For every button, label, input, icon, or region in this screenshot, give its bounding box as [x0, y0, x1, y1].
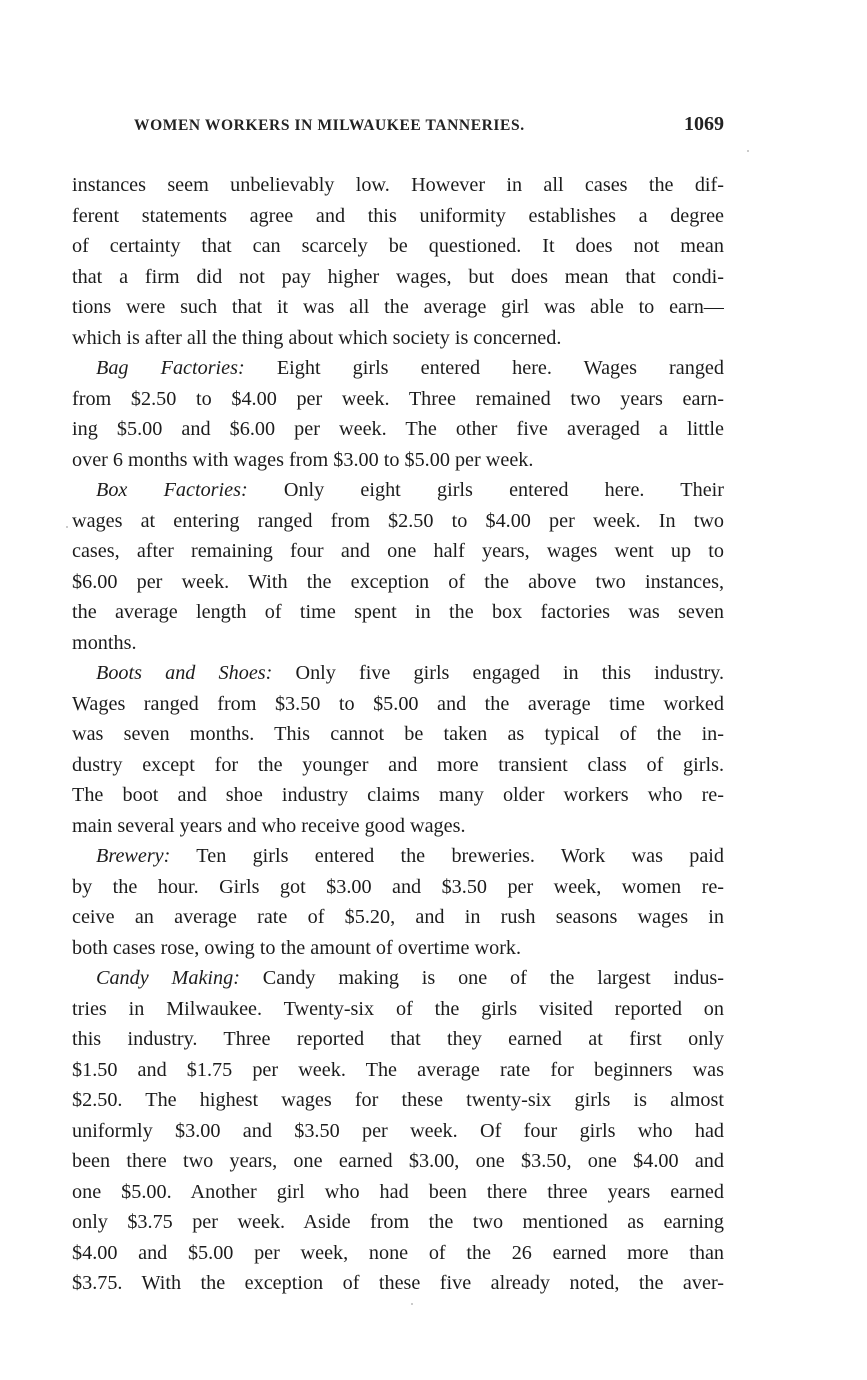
line-text: months.: [72, 631, 137, 654]
line-text: Eight girls entered here. Wages ranged: [244, 357, 724, 379]
section-heading: Box Factories:: [96, 479, 248, 501]
text-line: [72, 201, 724, 232]
line-text: $1.50 and $1.75 per week. The average rate for beginners was: [72, 1058, 724, 1081]
text-line: [72, 750, 724, 781]
text-line: [72, 1055, 724, 1086]
line-text: by the hour. Girls got $3.00 and $3.50 per week, women re-: [72, 875, 724, 898]
text-line: [72, 1116, 724, 1147]
line-text: the average length of time spent in the box factories was seven: [72, 601, 724, 623]
line-text: from $2.50 to $4.00 per week. Three remained two years earn-: [72, 387, 724, 410]
print-speck: [66, 526, 68, 528]
text-line: [72, 506, 724, 537]
text-line: [72, 902, 724, 933]
line-text: tions were such that it was all the average girl was able to earn—: [72, 296, 724, 318]
line-text: $4.00 and $5.00 per week, none of the 26 earned more than: [72, 1241, 724, 1264]
text-line: [72, 292, 724, 323]
text-line: [72, 1207, 724, 1238]
text-line: [72, 994, 724, 1025]
line-text: ferent statements agree and this uniformity establishes a degree: [72, 204, 724, 227]
line-text: instances seem unbelievably low. However in all cases the dif-: [72, 174, 724, 196]
section-heading: Bag Factories:: [96, 357, 245, 379]
line-text: dustry except for the younger and more transient class of girls.: [72, 753, 724, 776]
line-text: which is after all the thing about which society is concerned.: [72, 326, 562, 349]
line-text: $6.00 per week. With the exception of the above two instances,: [72, 570, 724, 593]
text-line: [72, 719, 724, 750]
section-heading: Boots and Shoes:: [96, 662, 273, 684]
line-text: that a firm did not pay higher wages, but does mean that condi-: [72, 265, 724, 288]
text-line: [72, 872, 724, 903]
text-line: [72, 597, 724, 628]
text-line: [72, 384, 724, 415]
line-text: over 6 months with wages from $3.00 to $5.00 per week.: [72, 448, 534, 471]
paragraph-first-line: [72, 841, 724, 872]
line-text: cases, after remaining four and one half years, wages went up to: [72, 540, 724, 562]
paragraph-first-line: [72, 658, 724, 689]
line-text: of certainty that can scarcely be questioned. It does not mean: [72, 235, 724, 257]
running-title: WOMEN WORKERS IN MILWAUKEE TANNERIES.: [134, 117, 525, 134]
section-heading: Brewery:: [96, 845, 171, 867]
line-text: tries in Milwaukee. Twenty-six of the girls visited reported on: [72, 997, 724, 1020]
page-number: 1069: [684, 113, 724, 135]
line-text: been there two years, one earned $3.00, one $3.50, one $4.00 and: [72, 1150, 724, 1172]
text-line: [72, 445, 724, 476]
text-line: [72, 231, 724, 262]
text-line: [72, 1146, 724, 1177]
text-line: [72, 689, 724, 720]
paragraph-first-line: [72, 475, 724, 506]
running-head: [134, 113, 724, 143]
line-text: The boot and shoe industry claims many older workers who re-: [72, 784, 724, 806]
line-text: this industry. Three reported that they earned at first only: [72, 1028, 724, 1050]
line-text: $3.75. With the exception of these five already noted, the aver-: [72, 1272, 724, 1294]
line-text: was seven months. This cannot be taken as typical of the in-: [72, 723, 724, 745]
text-line: [72, 1177, 724, 1208]
line-text: ceive an average rate of $5.20, and in rush seasons wages in: [72, 906, 724, 928]
line-text: Ten girls entered the breweries. Work was paid: [170, 845, 724, 867]
text-line: [72, 1238, 724, 1269]
text-line: [72, 628, 724, 659]
text-line: [72, 1268, 724, 1299]
text-line: [72, 933, 724, 964]
text-line: [72, 536, 724, 567]
line-text: uniformly $3.00 and $3.50 per week. Of four girls who had: [72, 1119, 724, 1142]
line-text: $2.50. The highest wages for these twenty-six girls is almost: [72, 1089, 724, 1111]
text-line: [72, 567, 724, 598]
text-line: [72, 1085, 724, 1116]
paragraph-first-line: [72, 963, 724, 994]
text-line: [72, 811, 724, 842]
text-line: [72, 414, 724, 445]
line-text: only $3.75 per week. Aside from the two mentioned as earning: [72, 1211, 724, 1233]
text-line: [72, 170, 724, 201]
line-text: Only eight girls entered here. Their: [247, 479, 724, 501]
line-text: both cases rose, owing to the amount of overtime work.: [72, 936, 522, 959]
text-line: [72, 262, 724, 293]
line-text: main several years and who receive good wages.: [72, 814, 466, 837]
text-line: [72, 323, 724, 354]
text-line: [72, 1024, 724, 1055]
print-speck: [411, 1303, 413, 1305]
section-heading: Candy Making:: [96, 967, 240, 989]
text-line: [72, 780, 724, 811]
body-text: [72, 170, 724, 1299]
line-text: Candy making is one of the largest indus-: [239, 967, 724, 989]
line-text: wages at entering ranged from $2.50 to $4.00 per week. In two: [72, 509, 724, 532]
paragraph-first-line: [72, 353, 724, 384]
print-speck: [747, 150, 749, 152]
line-text: Only five girls engaged in this industry.: [272, 662, 724, 684]
line-text: Wages ranged from $3.50 to $5.00 and the average time worked: [72, 692, 724, 715]
line-text: one $5.00. Another girl who had been there three years earned: [72, 1180, 724, 1203]
line-text: ing $5.00 and $6.00 per week. The other five averaged a little: [72, 418, 724, 440]
